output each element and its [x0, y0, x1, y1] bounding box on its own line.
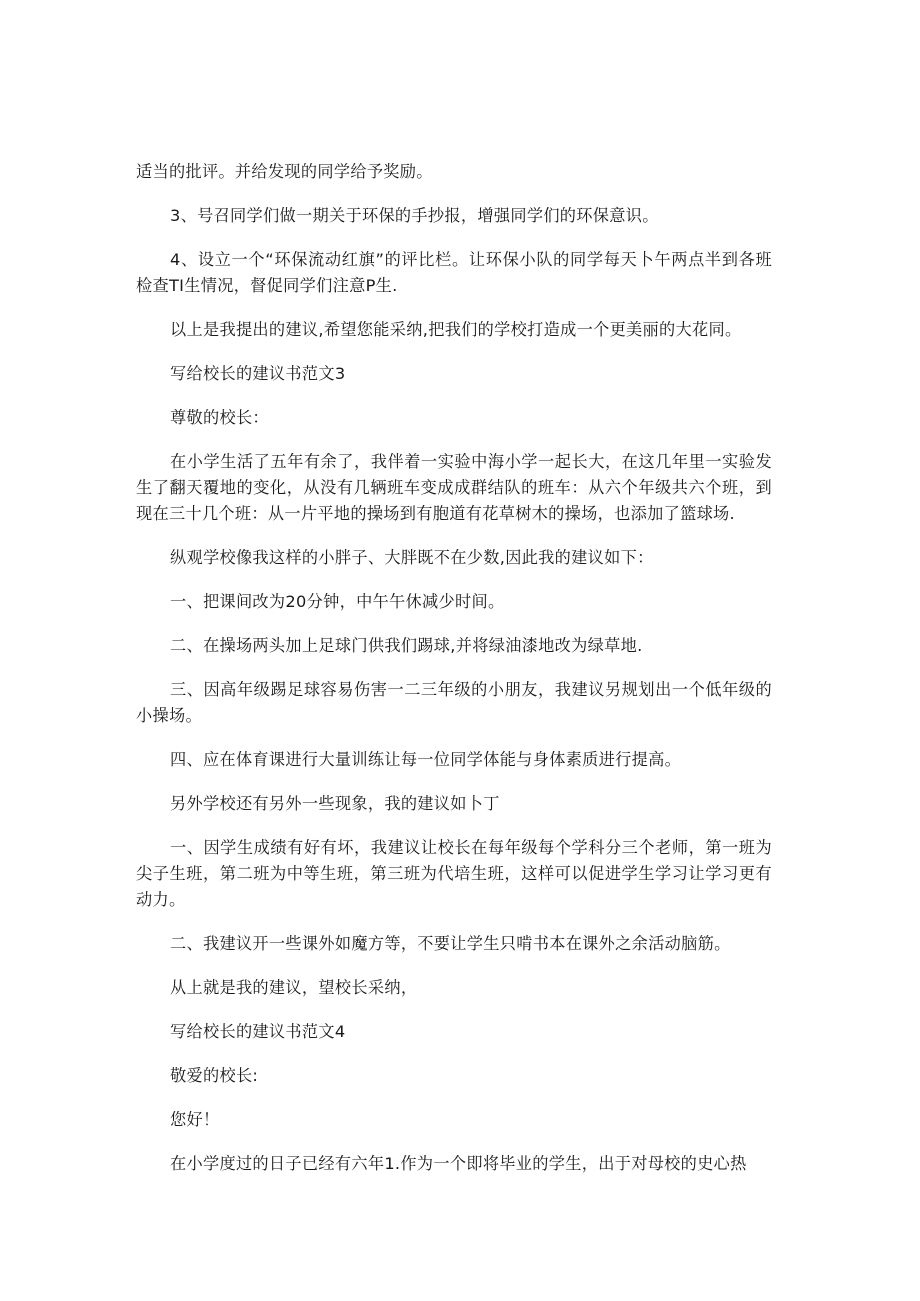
paragraph-9: 一、把课间改为20分钟，中午午休减少时间。: [170, 592, 505, 611]
paragraph-7: 在小学生活了五年有余了，我伴着一实验中海小学一起长大，在这几年里一实验发生了翻天覆地的变化，从没有几辆班车变成成群结队的班车：从六个年级共六个班，到现在三十几个班：从一片平地的操场到有胞道有花草树木的操场，也添加了篮球场.: [136, 452, 772, 523]
document-body: [136, 159, 772, 1177]
paragraph-11: 三、因高年级踢足球容易伤害一二三年级的小朋友，我建议另规划出一个低年级的小操场。: [136, 680, 772, 725]
paragraph-13: 另外学校还有另外一些现象，我的建议如卜丁: [170, 794, 500, 813]
paragraph-16: 从上就是我的建议，望校长采纳，: [170, 978, 418, 997]
paragraph-10: 二、在操场两头加上足球门供我们踢球,并将绿油漆地改为绿草地.: [170, 636, 643, 655]
paragraph-1: 适当的批评。并给发现的同学给予奖励。: [136, 162, 433, 181]
paragraph-4: 以上是我提出的建议,希望您能采纳,把我们的学校打造成一个更美丽的大花同。: [170, 320, 742, 339]
greeting: 您好！: [170, 1110, 220, 1129]
paragraph-14: 一、因学生成绩有好有坏，我建议让校长在每年级每个学科分三个老师，第一班为尖子生班，第二班为中等生班，第三班为代培生班，这样可以促进学生学习让学习更有动力。: [136, 838, 772, 909]
salutation-4: 敬爱的校长:: [170, 1066, 259, 1085]
section-heading-4: 写给校长的建议书范文4: [170, 1022, 346, 1041]
paragraph-3: 4、设立一个“环保流动红旗”的评比栏。让环保小队的同学每天卜午两点半到各班检查TI生情况，督促同学们注意P生.: [136, 250, 772, 295]
paragraph-8: 纵观学校像我这样的小胖子、大胖既不在少数,因此我的建议如下：: [170, 548, 654, 567]
paragraph-2: 3、号召同学们做一期关于环保的手抄报，增强同学们的环保意识。: [170, 206, 659, 225]
paragraph-20: 在小学度过的日子已经有六年1.作为一个即将毕业的学生，出于对母校的史心热: [170, 1154, 747, 1173]
salutation-3: 尊敬的校长：: [170, 408, 269, 427]
section-heading-3: 写给校长的建议书范文3: [170, 364, 346, 383]
paragraph-12: 四、应在体育课进行大量训练让每一位同学体能与身体素质进行提高。: [170, 750, 682, 769]
paragraph-15: 二、我建议开一些课外如魔方等，不要让学生只啃书本在课外之余活动脑筋。: [170, 934, 731, 953]
